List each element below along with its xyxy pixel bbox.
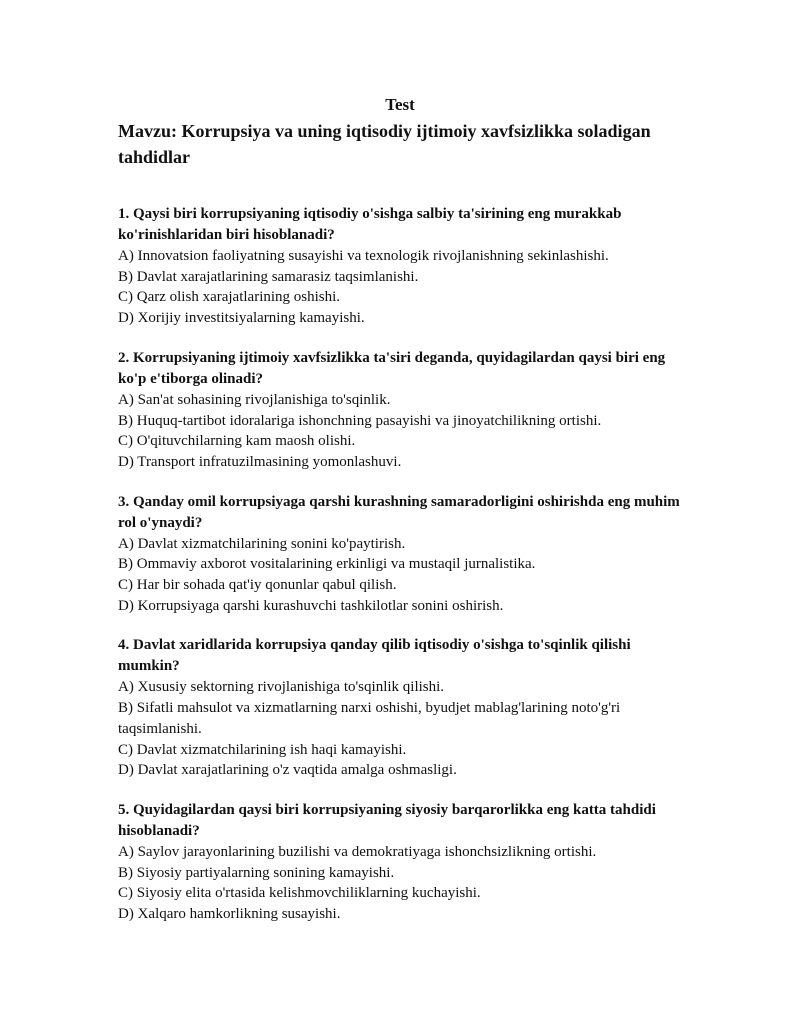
question-text: 3. Qanday omil korrupsiyaga qarshi kurashning samaradorligini oshirishda eng muhim rol o'ynaydi? (118, 493, 680, 531)
answer-options (118, 246, 682, 329)
answer-option-c: C) O'qituvchilarning kam maosh olishi. (118, 433, 356, 450)
answer-option-d: D) Xorijiy investitsiyalarning kamayishi. (118, 310, 365, 327)
answer-option-b: B) Davlat xarajatlarining samarasiz taqsimlanishi. (118, 268, 419, 285)
answer-option-d: D) Xalqaro hamkorlikning susayishi. (118, 906, 341, 923)
question-text: 4. Davlat xaridlarida korrupsiya qanday qilib iqtisodiy o'sishga to'sqinlik qilishi mumkin? (118, 637, 631, 675)
answer-option-a: A) Saylov jarayonlarining buzilishi va demokratiyaga ishonchsizlikning ortishi. (118, 843, 597, 860)
question-text: 2. Korrupsiyaning ijtimoiy xavfsizlikka ta'siri deganda, quyidagilardan qaysi biri eng ko'p e'tiborga olinadi? (118, 349, 666, 387)
answer-option-d: D) Davlat xarajatlarining o'z vaqtida amalga oshmasligi. (118, 762, 457, 779)
answer-option-b: B) Siyosiy partiyalarning sonining kamayishi. (118, 864, 395, 881)
question-block-2 (118, 348, 682, 473)
question-block-3 (118, 492, 682, 617)
topic-heading: Mavzu: Korrupsiya va uning iqtisodiy ijtimoiy xavfsizlikka soladigan tahdidlar (118, 121, 651, 167)
answer-option-b: B) Huquq-tartibot idoralariga ishonchning pasayishi va jinoyatchilikning ortishi. (118, 412, 602, 429)
answer-option-d: D) Transport infratuzilmasining yomonlashuvi. (118, 453, 402, 470)
question-text: 5. Quyidagilardan qaysi biri korrupsiyaning siyosiy barqarorlikka eng katta tahdidi hisoblanadi? (118, 801, 656, 839)
answer-option-a: A) Xususiy sektorning rivojlanishiga to'sqinlik qilishi. (118, 679, 445, 696)
answer-option-d: D) Korrupsiyaga qarshi kurashuvchi tashkilotlar sonini oshirish. (118, 597, 504, 614)
answer-option-a: A) San'at sohasining rivojlanishiga to'sqinlik. (118, 391, 391, 408)
question-block-5 (118, 800, 682, 925)
answer-option-c: C) Qarz olish xarajatlarining oshishi. (118, 289, 341, 306)
answer-options (118, 390, 682, 473)
answer-options (118, 534, 682, 617)
answer-options (118, 677, 682, 781)
answer-option-c: C) Har bir sohada qat'iy qonunlar qabul qilish. (118, 577, 397, 594)
answer-option-a: A) Davlat xizmatchilarining sonini ko'paytirish. (118, 535, 406, 552)
answer-options (118, 842, 682, 925)
answer-option-c: C) Davlat xizmatchilarining ish haqi kamayishi. (118, 741, 407, 758)
answer-option-b: B) Sifatli mahsulot va xizmatlarning narxi oshishi, byudjet mablag'larining noto'g'ri taqsimlanishi. (118, 700, 621, 737)
question-block-1 (118, 204, 682, 329)
document-title: Test (385, 95, 415, 114)
answer-option-b: B) Ommaviy axborot vositalarining erkinligi va mustaqil jurnalistika. (118, 556, 536, 573)
answer-option-a: A) Innovatsion faoliyatning susayishi va texnologik rivojlanishning sekinlashishi. (118, 248, 609, 264)
question-text: 1. Qaysi biri korrupsiyaning iqtisodiy o'sishga salbiy ta'sirining eng murakkab ko'rinishlaridan biri hisoblanadi? (118, 206, 622, 243)
answer-option-c: C) Siyosiy elita o'rtasida kelishmovchiliklarning kuchayishi. (118, 885, 481, 902)
question-block-4 (118, 635, 682, 781)
